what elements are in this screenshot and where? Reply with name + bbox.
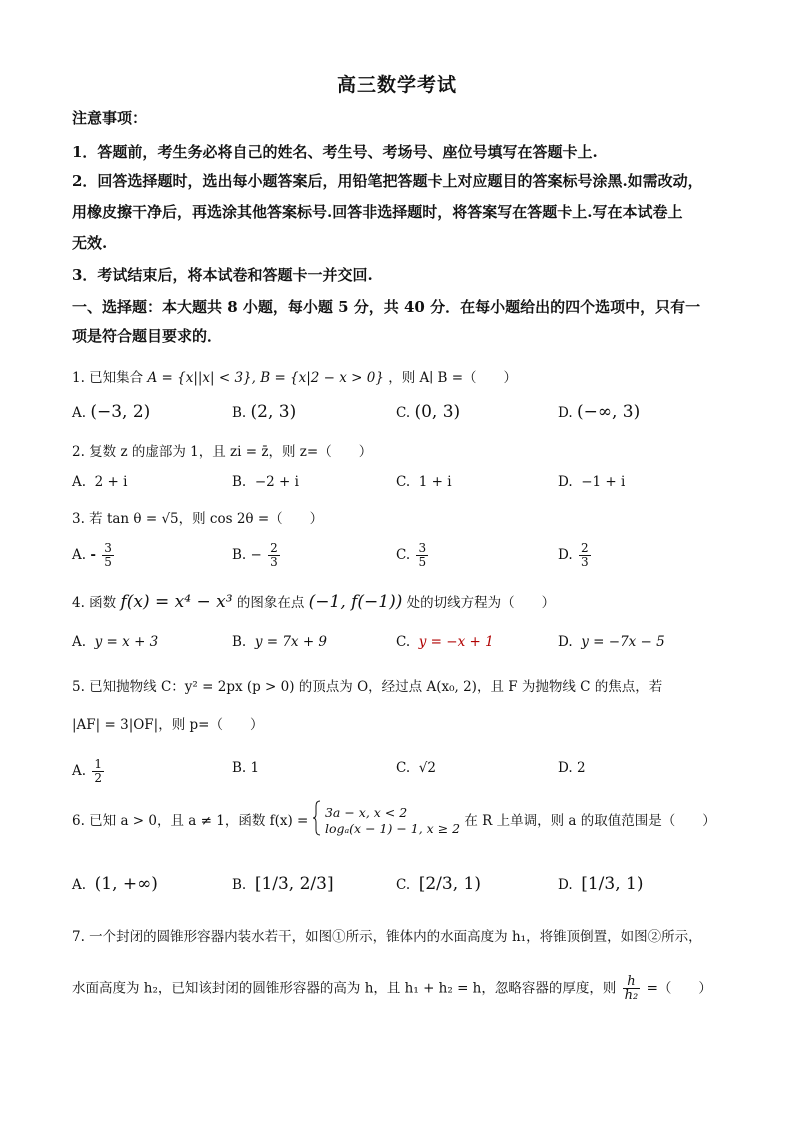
question-4: 4. 函数 f(x) = x⁴ − x³ 的图象在点 (−1, f(−1)) 处的切线方程为（ ）: [72, 592, 556, 612]
question-1-sets: A = {x||x| < 3}, B = {x|2 − x > 0}: [147, 370, 384, 386]
question-4-point: (−1, f(−1)): [308, 592, 403, 612]
q2-option-d: D. −1 + i: [558, 474, 626, 490]
question-5-cont: |AF| = 3|OF|，则 p=（ ）: [72, 717, 264, 733]
question-1-prefix: 1. 已知集合: [72, 370, 144, 386]
question-6: 6. 已知 a > 0，且 a ≠ 1，函数 f(x) = 3a − x, x < 2 logₐ(x − 1) − 1, x ≥ 2 在 R 上单调，则 a 的取值范围是（ ）: [72, 800, 732, 842]
q5-option-a: A. $\frac{1}{2}$: [72, 757, 102, 785]
q6-option-a: A. (1, +∞): [72, 874, 158, 894]
q1-option-b: B. (2, 3): [232, 402, 297, 422]
q5-option-b: B. 1: [232, 760, 260, 776]
question-1: [72, 368, 732, 388]
q5-option-d: D. 2: [558, 760, 586, 776]
question-3: 3. 若 tan θ = √5，则 cos 2θ =（ ）: [72, 511, 324, 527]
q3-option-a: A. - $\frac{3}{5}$: [72, 541, 112, 569]
notice-heading: 注意事项：: [72, 109, 148, 127]
question-5: 5. 已知抛物线 C：y² = 2px (p > 0) 的顶点为 O，经过点 A(x₀, 2)，且 F 为抛物线 C 的焦点，若: [72, 679, 663, 695]
q4-option-a: A. y = x + 3: [72, 634, 159, 650]
q6-option-b: B. [1/3, 2/3]: [232, 874, 334, 894]
q4-option-d: D. y = −7x − 5: [558, 634, 665, 650]
section-heading-cont: 项是符合题目要求的．: [72, 327, 223, 345]
q1-option-c: C. (0, 3): [396, 402, 461, 422]
notice-item-3: 3．考试结束后，将本试卷和答题卡一并交回.: [72, 266, 373, 284]
question-6-piecewise: 3a − x, x < 2 logₐ(x − 1) − 1, x ≥ 2: [324, 805, 461, 836]
q5-option-c: C. √2: [396, 760, 436, 776]
q2-option-a: A. 2 + i: [72, 474, 128, 490]
section-heading: 一、选择题：本大题共 8 小题，每小题 5 分，共 40 分．在每小题给出的四个选项中，只有一: [72, 298, 701, 316]
q6-option-c: C. [2/3, 1): [396, 874, 481, 894]
q1-option-a: A. (−3, 2): [72, 402, 151, 422]
question-7-cont: 水面高度为 h₂，已知该封闭的圆锥形容器的高为 h，且 h₁ + h₂ = h，忽略容器的厚度，则 $\frac{h}{\text{h₂}}$ =（ ）: [72, 974, 712, 1003]
notice-item-2: 2．回答选择题时，选出每小题答案后，用铅笔把答题卡上对应题目的答案标号涂黑.如需改动，: [72, 172, 703, 190]
question-2: 2. 复数 z 的虚部为 1，且 zi = z̄，则 z=（ ）: [72, 444, 373, 460]
question-4-function: f(x) = x⁴ − x³: [120, 592, 233, 612]
notice-item-1: 1．答题前，考生务必将自己的姓名、考生号、考场号、座位号填写在答题卡上.: [72, 143, 598, 161]
q3-option-b: B. − $\frac{2}{3}$: [232, 541, 278, 569]
q4-option-c: C. y = −x + 1: [396, 634, 494, 650]
q2-option-b: B. −2 + i: [232, 474, 299, 490]
notice-item-2-cont: 用橡皮擦干净后，再选涂其他答案标号.回答非选择题时，将答案写在答题卡上.写在本试卷上: [72, 203, 683, 221]
notice-item-2-end: 无效.: [72, 234, 108, 252]
question-7-ratio: $\frac{h}{\text{h₂}}$: [624, 974, 639, 1003]
exam-title: 高三数学考试: [336, 74, 457, 96]
q4-option-b: B. y = 7x + 9: [232, 634, 328, 650]
question-6-piecewise-brace: [313, 800, 321, 842]
q2-option-c: C. 1 + i: [396, 474, 452, 490]
question-7: 7. 一个封闭的圆锥形容器内装水若干，如图①所示，锥体内的水面高度为 h₁，将锥顶倒置，如图②所示，: [72, 929, 702, 945]
q3-option-d: D. $\frac{2}{3}$: [558, 541, 589, 569]
q1-option-d: D. (−∞, 3): [558, 402, 641, 422]
q3-option-c: C. $\frac{3}{5}$: [396, 541, 427, 569]
question-1-suffix: ，则 A∣ B =（ ）: [388, 370, 518, 386]
q6-option-d: D. [1/3, 1): [558, 874, 644, 894]
